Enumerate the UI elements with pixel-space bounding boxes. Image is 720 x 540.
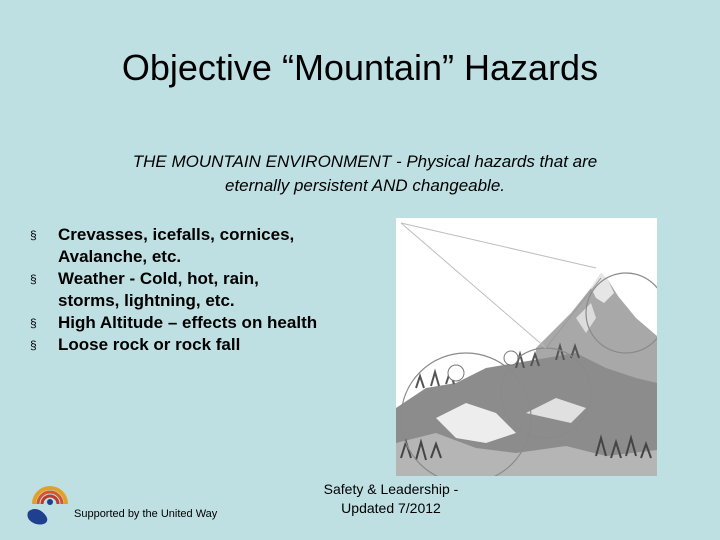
mountain-illustration-svg <box>396 218 657 476</box>
bullet-marker: § <box>30 272 37 286</box>
bullet-item-crevasses <box>30 224 360 268</box>
bullet-marker: § <box>30 228 37 242</box>
bullet-item-rockfall <box>30 334 360 356</box>
support-caption: Supported by the United Way <box>74 508 218 520</box>
bullet-text: High Altitude – effects on health <box>58 313 318 332</box>
united-way-logo-svg <box>24 476 74 528</box>
mountain-illustration <box>396 218 657 476</box>
bullet-text: Crevasses, icefalls, cornices, <box>58 225 295 244</box>
subtitle-line-1: THE MOUNTAIN ENVIRONMENT - Physical hazards that are <box>132 152 598 171</box>
bullet-marker: § <box>30 338 37 352</box>
footer-line-2: Updated 7/2012 <box>341 500 441 516</box>
bullet-text: storms, lightning, etc. <box>58 291 235 310</box>
bullet-text: Weather - Cold, hot, rain, <box>58 269 259 288</box>
bullet-text: Loose rock or rock fall <box>58 335 241 354</box>
footer-line-1: Safety & Leadership - <box>323 481 459 497</box>
bullet-list <box>30 224 360 356</box>
bullet-text: Avalanche, etc. <box>58 247 182 266</box>
slide-footer <box>312 480 470 518</box>
united-way-logo <box>24 476 74 528</box>
bullet-marker: § <box>30 316 37 330</box>
slide-subtitle <box>40 150 690 198</box>
bullet-item-altitude <box>30 312 360 334</box>
slide-title: Objective “Mountain” Hazards <box>121 47 599 88</box>
subtitle-line-2: eternally persistent AND changeable. <box>224 176 506 195</box>
bullet-item-weather <box>30 268 360 312</box>
